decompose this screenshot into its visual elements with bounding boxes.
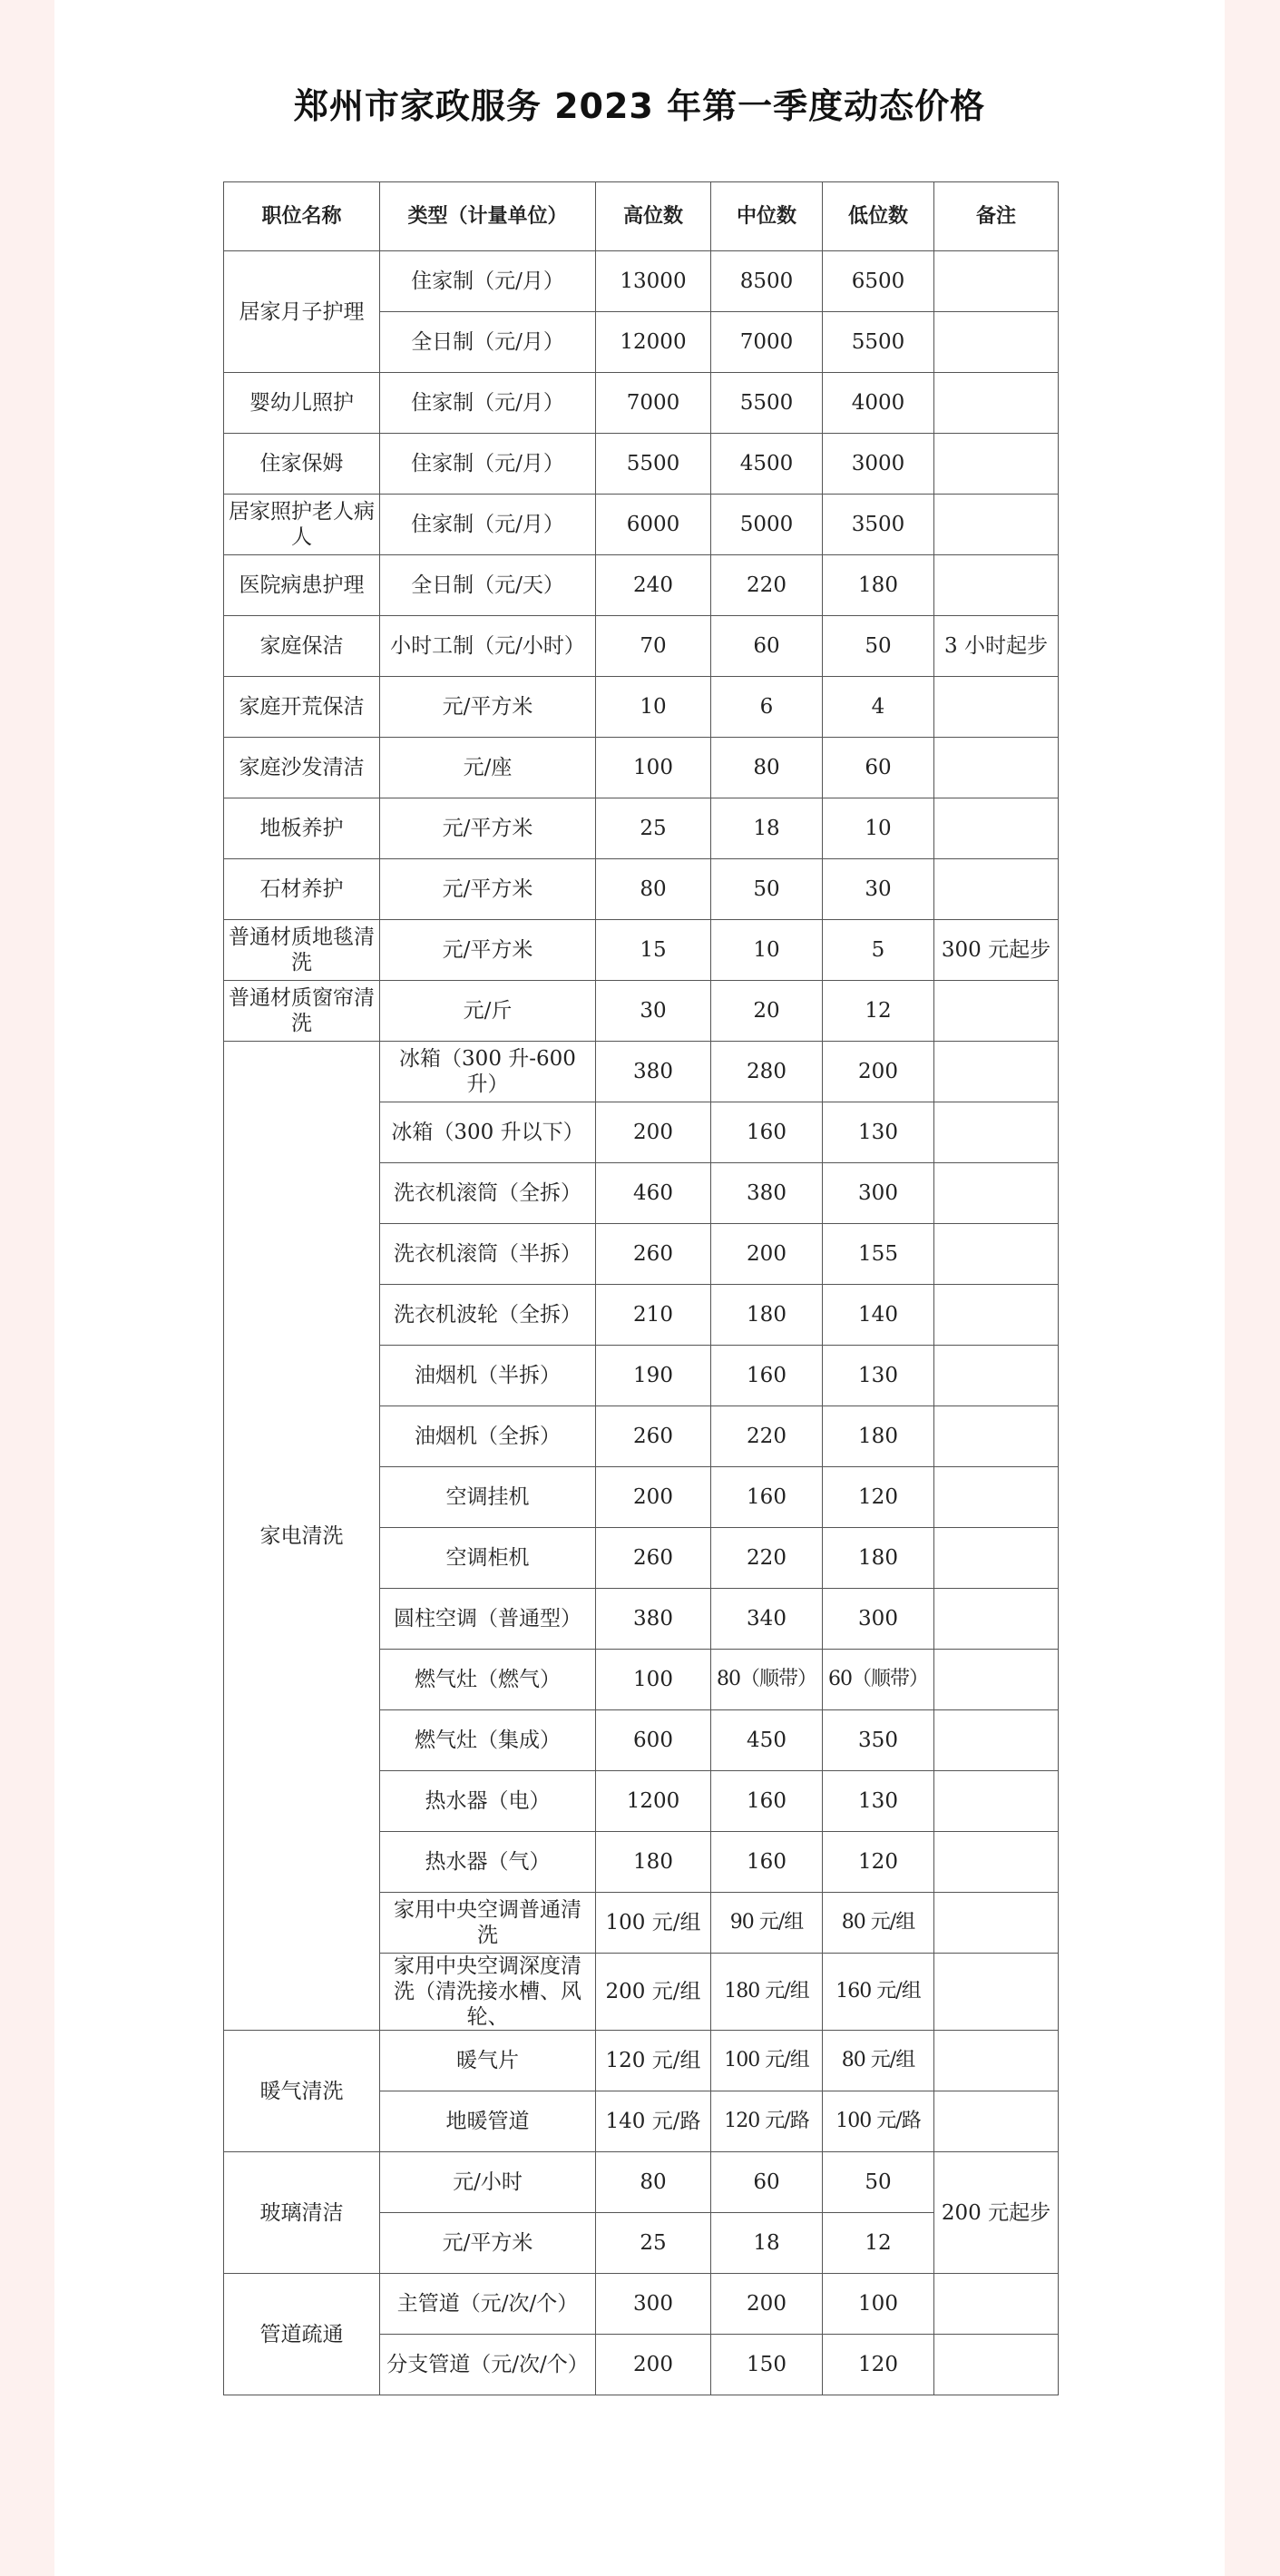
note-cell (934, 2274, 1059, 2335)
note-cell (934, 1710, 1059, 1771)
note-cell: 300 元起步 (934, 920, 1059, 981)
job-name-cell: 玻璃清洁 (224, 2152, 380, 2274)
table-row (224, 495, 1059, 555)
type-cell: 冰箱（300 升-600 升） (380, 1042, 596, 1102)
mid-cell: 5500 (711, 373, 823, 434)
high-cell: 80 (596, 859, 711, 920)
header-low: 低位数 (823, 182, 934, 251)
mid-cell: 8500 (711, 251, 823, 312)
note-cell (934, 434, 1059, 495)
type-cell: 全日制（元/月） (380, 312, 596, 373)
low-cell: 130 (823, 1771, 934, 1832)
note-cell (934, 1832, 1059, 1893)
high-cell: 100 (596, 738, 711, 798)
note-cell (934, 2335, 1059, 2395)
mid-cell: 150 (711, 2335, 823, 2395)
mid-cell: 180 元/组 (711, 1954, 823, 2031)
type-cell: 地暖管道 (380, 2091, 596, 2152)
high-cell: 210 (596, 1285, 711, 1346)
note-cell (934, 495, 1059, 555)
price-table (223, 181, 1059, 2395)
high-cell: 380 (596, 1589, 711, 1650)
high-cell: 80 (596, 2152, 711, 2213)
table-row (224, 859, 1059, 920)
header-row (224, 182, 1059, 251)
mid-cell: 50 (711, 859, 823, 920)
table-row (224, 2274, 1059, 2335)
header-note: 备注 (934, 182, 1059, 251)
header-mid: 中位数 (711, 182, 823, 251)
note-cell (934, 2091, 1059, 2152)
header-type-unit: 类型（计量单位） (380, 182, 596, 251)
note-cell (934, 1102, 1059, 1163)
table-row (224, 2152, 1059, 2213)
mid-cell: 220 (711, 1528, 823, 1589)
low-cell: 180 (823, 1528, 934, 1589)
note-cell (934, 1163, 1059, 1224)
low-cell: 3000 (823, 434, 934, 495)
mid-cell: 6 (711, 677, 823, 738)
low-cell: 5500 (823, 312, 934, 373)
mid-cell: 200 (711, 2274, 823, 2335)
document-title: 郑州市家政服务 2023 年第一季度动态价格 (293, 86, 986, 126)
high-cell: 300 (596, 2274, 711, 2335)
note-cell (934, 1285, 1059, 1346)
low-cell: 30 (823, 859, 934, 920)
type-cell: 元/座 (380, 738, 596, 798)
table-row (224, 981, 1059, 1042)
mid-cell: 160 (711, 1102, 823, 1163)
job-name-cell: 居家月子护理 (224, 251, 380, 373)
high-cell: 30 (596, 981, 711, 1042)
note-cell (934, 1528, 1059, 1589)
high-cell: 240 (596, 555, 711, 616)
high-cell: 25 (596, 2213, 711, 2274)
high-cell: 380 (596, 1042, 711, 1102)
mid-cell: 80（顺带） (711, 1650, 823, 1710)
note-cell: 3 小时起步 (934, 616, 1059, 677)
type-cell: 暖气片 (380, 2031, 596, 2091)
note-cell (934, 677, 1059, 738)
note-cell (934, 1954, 1059, 2031)
job-name-cell: 家庭开荒保洁 (224, 677, 380, 738)
type-cell: 分支管道（元/次/个） (380, 2335, 596, 2395)
table-row (224, 798, 1059, 859)
type-cell: 热水器（气） (380, 1832, 596, 1893)
mid-cell: 4500 (711, 434, 823, 495)
high-cell: 200 (596, 1102, 711, 1163)
low-cell: 130 (823, 1102, 934, 1163)
job-name-cell: 普通材质地毯清洗 (224, 920, 380, 981)
mid-cell: 18 (711, 2213, 823, 2274)
low-cell: 50 (823, 2152, 934, 2213)
type-cell: 洗衣机滚筒（半拆） (380, 1224, 596, 1285)
table-row (224, 738, 1059, 798)
low-cell: 160 元/组 (823, 1954, 934, 2031)
job-name-cell: 住家保姆 (224, 434, 380, 495)
high-cell: 260 (596, 1406, 711, 1467)
high-cell: 200 (596, 1467, 711, 1528)
mid-cell: 160 (711, 1346, 823, 1406)
mid-cell: 180 (711, 1285, 823, 1346)
note-cell (934, 555, 1059, 616)
low-cell: 300 (823, 1589, 934, 1650)
mid-cell: 60 (711, 2152, 823, 2213)
type-cell: 家用中央空调普通清洗 (380, 1893, 596, 1954)
mid-cell: 60 (711, 616, 823, 677)
note-cell (934, 1650, 1059, 1710)
note-cell (934, 1589, 1059, 1650)
job-name-cell: 家庭沙发清洁 (224, 738, 380, 798)
table-row (224, 677, 1059, 738)
low-cell: 60 (823, 738, 934, 798)
high-cell: 180 (596, 1832, 711, 1893)
low-cell: 12 (823, 2213, 934, 2274)
job-name-cell: 居家照护老人病人 (224, 495, 380, 555)
type-cell: 元/小时 (380, 2152, 596, 2213)
mid-cell: 380 (711, 1163, 823, 1224)
high-cell: 12000 (596, 312, 711, 373)
low-cell: 140 (823, 1285, 934, 1346)
high-cell: 460 (596, 1163, 711, 1224)
high-cell: 15 (596, 920, 711, 981)
type-cell: 元/平方米 (380, 859, 596, 920)
mid-cell: 90 元/组 (711, 1893, 823, 1954)
high-cell: 260 (596, 1224, 711, 1285)
high-cell: 6000 (596, 495, 711, 555)
high-cell: 13000 (596, 251, 711, 312)
job-name-cell: 地板养护 (224, 798, 380, 859)
type-cell: 燃气灶（集成） (380, 1710, 596, 1771)
type-cell: 洗衣机波轮（全拆） (380, 1285, 596, 1346)
job-name-cell: 普通材质窗帘清洗 (224, 981, 380, 1042)
high-cell: 140 元/路 (596, 2091, 711, 2152)
type-cell: 住家制（元/月） (380, 373, 596, 434)
mid-cell: 120 元/路 (711, 2091, 823, 2152)
type-cell: 圆柱空调（普通型） (380, 1589, 596, 1650)
header-job-name: 职位名称 (224, 182, 380, 251)
note-cell (934, 251, 1059, 312)
low-cell: 180 (823, 555, 934, 616)
type-cell: 热水器（电） (380, 1771, 596, 1832)
high-cell: 7000 (596, 373, 711, 434)
type-cell: 主管道（元/次/个） (380, 2274, 596, 2335)
note-cell (934, 373, 1059, 434)
type-cell: 油烟机（全拆） (380, 1406, 596, 1467)
type-cell: 元/平方米 (380, 920, 596, 981)
type-cell: 住家制（元/月） (380, 251, 596, 312)
high-cell: 190 (596, 1346, 711, 1406)
type-cell: 全日制（元/天） (380, 555, 596, 616)
job-name-cell: 家庭保洁 (224, 616, 380, 677)
low-cell: 120 (823, 1467, 934, 1528)
low-cell: 50 (823, 616, 934, 677)
note-cell (934, 1771, 1059, 1832)
high-cell: 600 (596, 1710, 711, 1771)
mid-cell: 20 (711, 981, 823, 1042)
type-cell: 小时工制（元/小时） (380, 616, 596, 677)
job-name-cell: 管道疏通 (224, 2274, 380, 2395)
type-cell: 燃气灶（燃气） (380, 1650, 596, 1710)
table-row (224, 555, 1059, 616)
mid-cell: 450 (711, 1710, 823, 1771)
high-cell: 10 (596, 677, 711, 738)
mid-cell: 200 (711, 1224, 823, 1285)
low-cell: 5 (823, 920, 934, 981)
mid-cell: 7000 (711, 312, 823, 373)
low-cell: 155 (823, 1224, 934, 1285)
low-cell: 10 (823, 798, 934, 859)
mid-cell: 80 (711, 738, 823, 798)
mid-cell: 340 (711, 1589, 823, 1650)
job-name-cell: 暖气清洗 (224, 2031, 380, 2152)
table-row (224, 434, 1059, 495)
mid-cell: 160 (711, 1832, 823, 1893)
note-cell (934, 312, 1059, 373)
type-cell: 住家制（元/月） (380, 434, 596, 495)
mid-cell: 280 (711, 1042, 823, 1102)
type-cell: 元/斤 (380, 981, 596, 1042)
note-cell (934, 738, 1059, 798)
type-cell: 洗衣机滚筒（全拆） (380, 1163, 596, 1224)
table-row (224, 2031, 1059, 2091)
job-name-cell: 医院病患护理 (224, 555, 380, 616)
low-cell: 100 (823, 2274, 934, 2335)
job-name-cell: 家电清洗 (224, 1042, 380, 2031)
type-cell: 家用中央空调深度清洗（清洗接水槽、风轮、 (380, 1954, 596, 2031)
low-cell: 6500 (823, 251, 934, 312)
note-cell (934, 1467, 1059, 1528)
low-cell: 3500 (823, 495, 934, 555)
low-cell: 4 (823, 677, 934, 738)
high-cell: 25 (596, 798, 711, 859)
type-cell: 元/平方米 (380, 798, 596, 859)
high-cell: 200 元/组 (596, 1954, 711, 2031)
low-cell: 80 元/组 (823, 1893, 934, 1954)
header-high: 高位数 (596, 182, 711, 251)
note-cell: 200 元起步 (934, 2152, 1059, 2274)
high-cell: 260 (596, 1528, 711, 1589)
table-row (224, 1042, 1059, 1102)
mid-cell: 10 (711, 920, 823, 981)
low-cell: 130 (823, 1346, 934, 1406)
table-row (224, 373, 1059, 434)
note-cell (934, 859, 1059, 920)
type-cell: 油烟机（半拆） (380, 1346, 596, 1406)
mid-cell: 220 (711, 1406, 823, 1467)
note-cell (934, 1224, 1059, 1285)
low-cell: 350 (823, 1710, 934, 1771)
type-cell: 冰箱（300 升以下） (380, 1102, 596, 1163)
job-name-cell: 婴幼儿照护 (224, 373, 380, 434)
low-cell: 200 (823, 1042, 934, 1102)
note-cell (934, 981, 1059, 1042)
note-cell (934, 2031, 1059, 2091)
high-cell: 100 元/组 (596, 1893, 711, 1954)
low-cell: 300 (823, 1163, 934, 1224)
high-cell: 1200 (596, 1771, 711, 1832)
high-cell: 100 (596, 1650, 711, 1710)
mid-cell: 18 (711, 798, 823, 859)
low-cell: 12 (823, 981, 934, 1042)
type-cell: 空调柜机 (380, 1528, 596, 1589)
note-cell (934, 1346, 1059, 1406)
type-cell: 元/平方米 (380, 677, 596, 738)
mid-cell: 5000 (711, 495, 823, 555)
low-cell: 100 元/路 (823, 2091, 934, 2152)
high-cell: 70 (596, 616, 711, 677)
table-row (224, 616, 1059, 677)
note-cell (934, 1042, 1059, 1102)
type-cell: 元/平方米 (380, 2213, 596, 2274)
type-cell: 住家制（元/月） (380, 495, 596, 555)
low-cell: 180 (823, 1406, 934, 1467)
note-cell (934, 1893, 1059, 1954)
high-cell: 120 元/组 (596, 2031, 711, 2091)
table-row (224, 920, 1059, 981)
low-cell: 80 元/组 (823, 2031, 934, 2091)
mid-cell: 220 (711, 555, 823, 616)
mid-cell: 160 (711, 1467, 823, 1528)
mid-cell: 160 (711, 1771, 823, 1832)
note-cell (934, 798, 1059, 859)
low-cell: 120 (823, 1832, 934, 1893)
document-page (54, 0, 1225, 2576)
job-name-cell: 石材养护 (224, 859, 380, 920)
low-cell: 4000 (823, 373, 934, 434)
low-cell: 60（顺带） (823, 1650, 934, 1710)
type-cell: 空调挂机 (380, 1467, 596, 1528)
note-cell (934, 1406, 1059, 1467)
low-cell: 120 (823, 2335, 934, 2395)
table-row (224, 251, 1059, 312)
high-cell: 5500 (596, 434, 711, 495)
high-cell: 200 (596, 2335, 711, 2395)
mid-cell: 100 元/组 (711, 2031, 823, 2091)
